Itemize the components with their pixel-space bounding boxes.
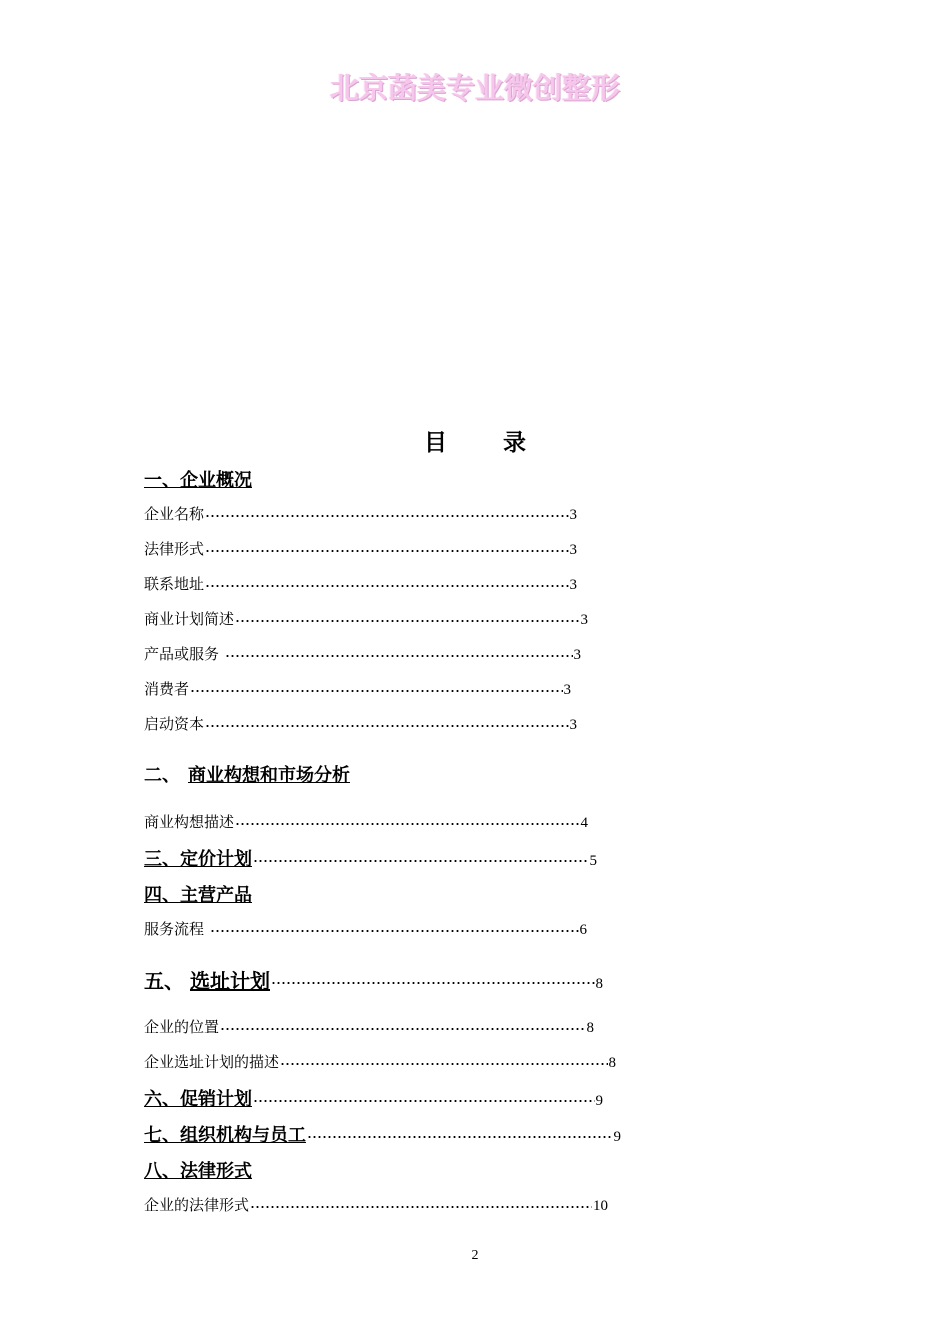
toc-heading-5[interactable] bbox=[144, 965, 603, 994]
entry-label: 法律形式 bbox=[144, 540, 205, 558]
dot-leader bbox=[235, 811, 579, 832]
dot-leader bbox=[271, 965, 595, 994]
entry-page: 3 bbox=[569, 542, 577, 558]
heading-prefix: 六、 bbox=[144, 1089, 180, 1110]
dot-leader bbox=[220, 1016, 585, 1037]
entry-page: 3 bbox=[580, 612, 588, 628]
entry-page: 9 bbox=[595, 1093, 603, 1109]
entry-label: 启动资本 bbox=[144, 715, 205, 733]
entry-page: 4 bbox=[580, 815, 588, 831]
heading-title: 组织机构与员工 bbox=[180, 1125, 306, 1146]
entry-page: 8 bbox=[608, 1055, 616, 1071]
toc-entry[interactable] bbox=[144, 503, 577, 524]
entry-page: 3 bbox=[563, 682, 571, 698]
dot-leader bbox=[253, 1085, 595, 1111]
toc-heading-7[interactable] bbox=[144, 1121, 621, 1147]
toc-entry[interactable] bbox=[144, 918, 587, 939]
toc-entry[interactable] bbox=[144, 538, 577, 559]
heading-title: 主营产品 bbox=[180, 885, 252, 906]
heading-prefix: 三、 bbox=[144, 849, 180, 870]
dot-leader bbox=[225, 643, 573, 664]
entry-label: 企业选址计划的描述 bbox=[144, 1053, 280, 1071]
entry-label: 消费者 bbox=[144, 680, 190, 698]
entry-page: 3 bbox=[569, 577, 577, 593]
dot-leader bbox=[253, 845, 589, 871]
toc-heading-1[interactable] bbox=[144, 466, 252, 492]
entry-label: 服务流程 bbox=[144, 920, 209, 938]
entry-page: 9 bbox=[613, 1129, 621, 1145]
toc-entry[interactable] bbox=[144, 608, 588, 629]
entry-label: 商业构想描述 bbox=[144, 813, 235, 831]
heading-prefix: 八、 bbox=[144, 1161, 180, 1182]
entry-page: 3 bbox=[573, 647, 581, 663]
heading-title: 企业概况 bbox=[180, 470, 252, 491]
toc-entry[interactable] bbox=[144, 1194, 608, 1215]
entry-label: 企业的位置 bbox=[144, 1018, 220, 1036]
toc-entry[interactable] bbox=[144, 643, 581, 664]
toc-heading-3[interactable] bbox=[144, 845, 597, 871]
heading-prefix: 一、 bbox=[144, 470, 180, 491]
dot-leader bbox=[210, 918, 579, 939]
heading-title: 商业构想和市场分析 bbox=[188, 765, 350, 786]
toc-entry[interactable] bbox=[144, 1051, 616, 1072]
entry-label: 企业名称 bbox=[144, 505, 205, 523]
heading-title: 促销计划 bbox=[180, 1089, 252, 1110]
entry-page: 8 bbox=[586, 1020, 594, 1036]
dot-leader bbox=[205, 538, 568, 559]
watermark-logo: 北京菡美专业微创整形 bbox=[329, 71, 620, 105]
toc-heading-8[interactable] bbox=[144, 1157, 252, 1183]
dot-leader bbox=[190, 678, 562, 699]
heading-title: 法律形式 bbox=[180, 1161, 252, 1182]
dot-leader bbox=[250, 1194, 592, 1215]
heading-prefix: 二、 bbox=[144, 765, 180, 786]
toc-heading-4[interactable] bbox=[144, 881, 252, 907]
entry-label: 商业计划简述 bbox=[144, 610, 235, 628]
dot-leader bbox=[307, 1121, 613, 1147]
heading-title: 选址计划 bbox=[190, 969, 270, 993]
heading-title: 定价计划 bbox=[180, 849, 252, 870]
entry-page: 10 bbox=[593, 1198, 608, 1214]
toc-entry[interactable] bbox=[144, 1016, 594, 1037]
dot-leader bbox=[280, 1051, 607, 1072]
page-number: 2 bbox=[471, 1248, 479, 1263]
toc-heading-2[interactable] bbox=[144, 761, 350, 787]
entry-page: 6 bbox=[579, 922, 587, 938]
dot-leader bbox=[205, 573, 568, 594]
dot-leader bbox=[205, 713, 568, 734]
entry-label: 企业的法律形式 bbox=[144, 1196, 250, 1214]
toc-title: 目 录 bbox=[423, 430, 550, 456]
heading-prefix: 七、 bbox=[144, 1125, 180, 1146]
toc-heading-6[interactable] bbox=[144, 1085, 603, 1111]
toc-entry[interactable] bbox=[144, 713, 577, 734]
heading-prefix: 四、 bbox=[144, 885, 180, 906]
entry-page: 3 bbox=[569, 507, 577, 523]
entry-label: 联系地址 bbox=[144, 575, 205, 593]
toc-entry[interactable] bbox=[144, 811, 588, 832]
dot-leader bbox=[205, 503, 568, 524]
entry-page: 3 bbox=[569, 717, 577, 733]
dot-leader bbox=[235, 608, 579, 629]
entry-page: 5 bbox=[589, 853, 597, 869]
toc-entry[interactable] bbox=[144, 573, 577, 594]
toc-entry[interactable] bbox=[144, 678, 571, 699]
entry-label: 产品或服务 bbox=[144, 645, 224, 663]
heading-prefix: 五、 bbox=[144, 969, 184, 993]
entry-page: 8 bbox=[595, 976, 603, 992]
